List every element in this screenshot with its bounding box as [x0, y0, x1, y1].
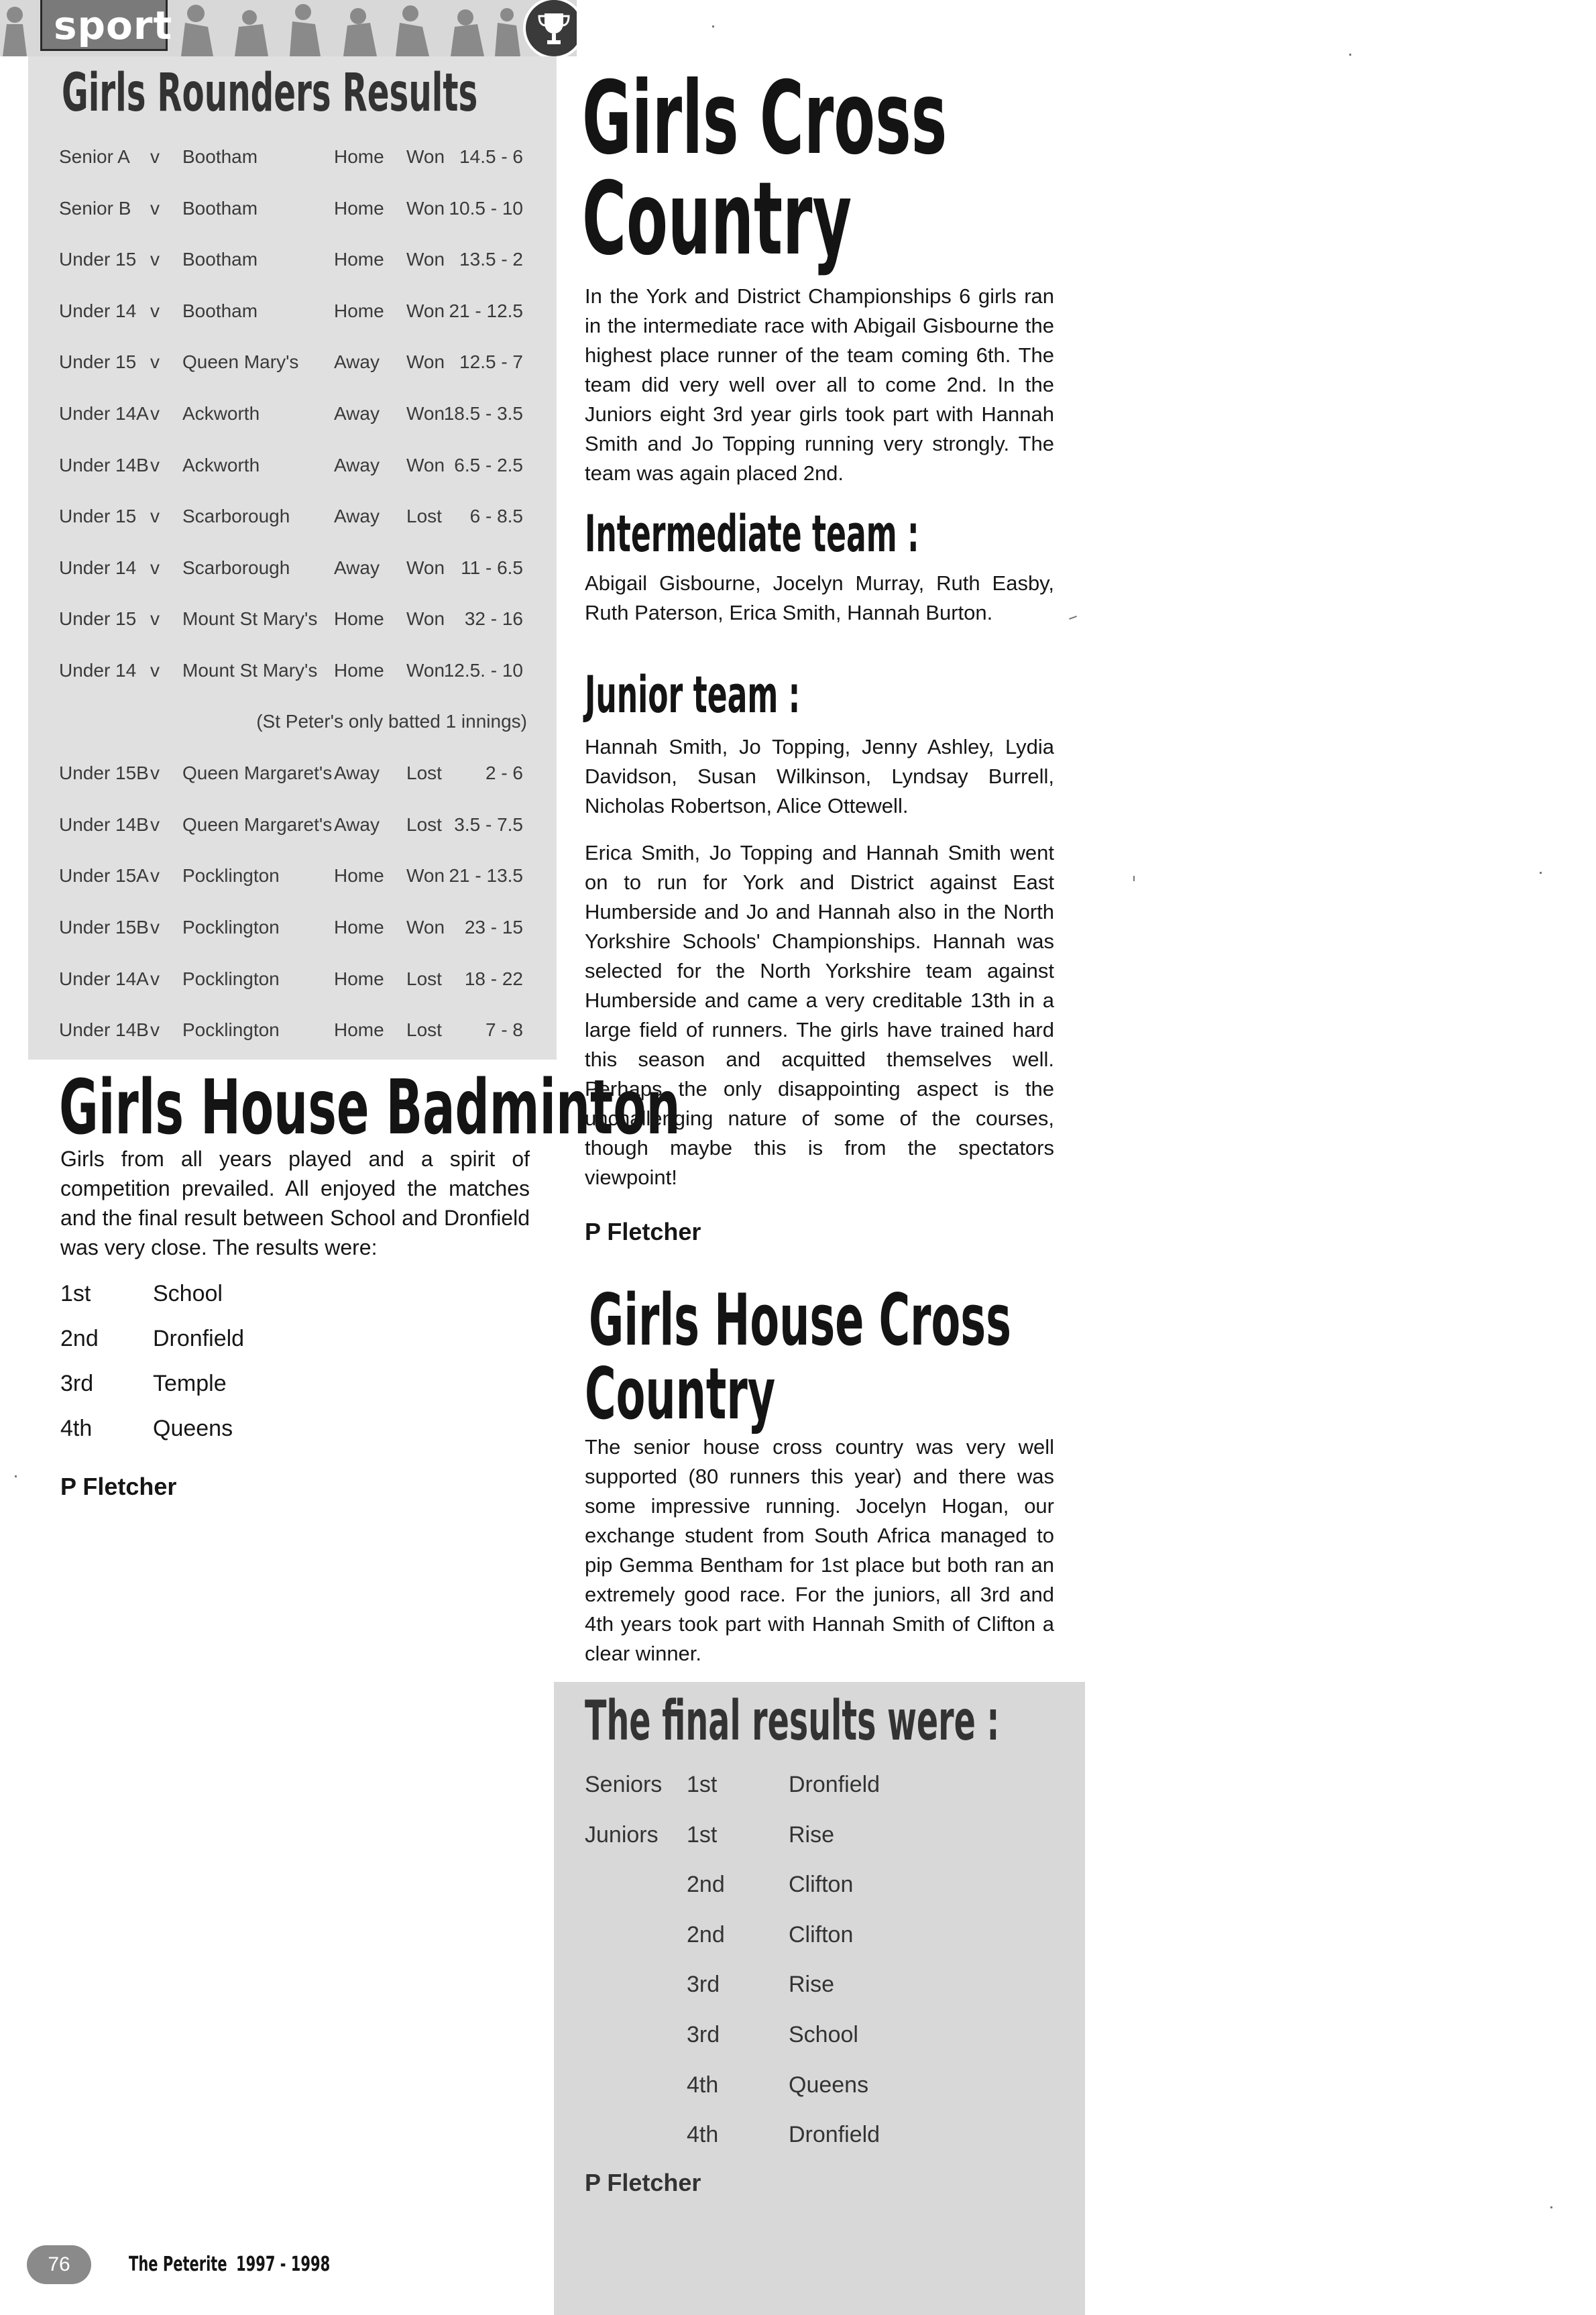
rounders-venue: Home [334, 608, 384, 629]
rounders-team: Under 14A [59, 403, 149, 424]
badminton-place: 2nd [60, 1326, 99, 1351]
rounders-score: 14.5 - 6 [459, 146, 523, 167]
final-result-place: 1st [687, 1821, 718, 1848]
house-cross-country-title-line2: Country [585, 1353, 776, 1435]
cross-country-paragraph-1: In the York and District Championships 6 girls ran in the intermediate race with Abigail Gisbourne the highest place runner of the team coming 6th. The team did very well over all to come 2nd. In the Juniors eight 3rd year girls took part with Hannah Smith and Jo Topping running very strongly. The team was again placed 2nd. [585, 284, 1054, 485]
junior-team-heading: Junior team : [585, 665, 801, 724]
rounders-team: Under 14 [59, 660, 137, 681]
house-cross-country-title-line1: Girls House Cross [589, 1279, 1011, 1361]
rounders-venue: Home [334, 300, 384, 321]
rounders-venue: Away [334, 351, 380, 372]
rounders-opponent: Bootham [182, 146, 258, 167]
rounders-result: Won [406, 660, 445, 681]
rounders-team: Under 14B [59, 814, 149, 835]
rounders-versus: v [150, 198, 160, 219]
rounders-venue: Away [334, 455, 380, 475]
intermediate-team-list: Abigail Gisbourne, Jocelyn Murray, Ruth Easby, Ruth Paterson, Erica Smith, Hannah Burton. [585, 571, 1054, 624]
rounders-team: Under 15 [59, 249, 137, 270]
rounders-result: Lost [406, 506, 442, 526]
scan-speck [1133, 876, 1135, 881]
badminton-house: Queens [153, 1416, 233, 1441]
rounders-opponent: Mount St Mary's [182, 608, 318, 629]
rounders-opponent: Scarborough [182, 557, 290, 578]
rounders-opponent: Bootham [182, 249, 258, 270]
cross-country-title-line1: Girls Cross [582, 60, 948, 177]
final-result-row [585, 1968, 1054, 2001]
final-result-house: Clifton [789, 1872, 854, 1898]
final-result-house: School [789, 2022, 858, 2047]
rounders-result: Won [406, 198, 445, 219]
rounders-result-row [28, 657, 557, 684]
rounders-team: Under 15 [59, 608, 137, 629]
final-results-author: P Fletcher [585, 2169, 701, 2196]
final-result-place: 2nd [687, 1921, 725, 1947]
footer-years: 1997 - 1998 [236, 2253, 331, 2276]
rounders-result-row [28, 452, 557, 479]
intermediate-team-heading: Intermediate team : [585, 504, 919, 563]
rounders-opponent: Bootham [182, 198, 258, 219]
rounders-versus: v [150, 917, 160, 938]
cross-country-title-line2: Country [582, 161, 852, 278]
final-result-place: 2nd [687, 1872, 725, 1898]
final-result-house: Dronfield [789, 2122, 880, 2148]
rounders-result-row [28, 400, 557, 427]
junior-team-list: Hannah Smith, Jo Topping, Jenny Ashley, Lydia Davidson, Susan Wilkinson, Lyndsay Burrell, Nicholas Robertson, Alice Ottewell. [585, 735, 1054, 817]
rounders-venue: Away [334, 763, 380, 783]
final-result-row [585, 1818, 1054, 1852]
footer-publication-name: The Peterite [129, 2253, 227, 2276]
rounders-score: 21 - 12.5 [449, 300, 523, 321]
final-result-house: Clifton [789, 1921, 854, 1947]
rounders-versus: v [150, 403, 160, 424]
rounders-score: 11 - 6.5 [461, 557, 523, 578]
rounders-venue: Home [334, 146, 384, 167]
rounders-result: Won [406, 146, 445, 167]
rounders-score: 32 - 16 [464, 608, 523, 629]
rounders-opponent: Queen Mary's [182, 351, 299, 372]
final-result-row [585, 1768, 1054, 1801]
rounders-result: Won [406, 249, 445, 270]
rounders-result: Lost [406, 763, 442, 783]
final-result-row [585, 2018, 1054, 2051]
rounders-team: Under 15 [59, 506, 137, 526]
rounders-team: Under 15B [59, 917, 149, 938]
final-result-place: 1st [687, 1772, 718, 1797]
rounders-result-row [28, 195, 557, 222]
final-result-category: Seniors [585, 1772, 663, 1797]
final-result-row [585, 1918, 1054, 1952]
scan-speck [1540, 872, 1542, 874]
rounders-team: Under 15A [59, 865, 149, 886]
rounders-opponent: Pocklington [182, 1019, 280, 1040]
rounders-opponent: Queen Margaret's [182, 814, 333, 835]
rounders-score: 10.5 - 10 [449, 198, 523, 219]
rounders-score: 18.5 - 3.5 [443, 403, 523, 424]
rounders-venue: Home [334, 660, 384, 681]
rounders-venue: Away [334, 814, 380, 835]
final-result-row [585, 1868, 1054, 1901]
rounders-result: Won [406, 557, 445, 578]
rounders-team: Under 14B [59, 1019, 149, 1040]
scan-speck [1550, 2206, 1552, 2208]
final-result-house: Rise [789, 1821, 835, 1848]
rounders-score: 23 - 15 [464, 917, 523, 938]
rounders-score: 3.5 - 7.5 [454, 814, 523, 835]
rounders-results-panel [28, 56, 557, 1060]
scan-speck [1069, 616, 1077, 620]
rounders-score: 2 - 6 [485, 763, 523, 783]
rounders-opponent: Pocklington [182, 968, 280, 989]
badminton-place: 1st [60, 1281, 91, 1306]
rounders-result: Won [406, 608, 445, 629]
rounders-result-row [28, 503, 557, 530]
rounders-opponent: Bootham [182, 300, 258, 321]
cross-country-paragraph-2: Erica Smith, Jo Topping and Hannah Smith went on to run for York and District against East Humberside and Jo and Hannah also in the North Yorkshire Schools' Championships. Hannah was selected for the North Yorkshire team against Humberside and came a very creditable 13th in a large field of runners. The girls have trained hard this season and acquitted themselves well. Perhaps the only disappointing aspect is the unchallenging nature of some of the courses, though maybe this is from the spectators viewpoint! [585, 841, 1054, 1189]
rounders-score: 12.5. - 10 [443, 660, 523, 681]
rounders-result-row [28, 811, 557, 838]
rounders-venue: Away [334, 506, 380, 526]
badminton-paragraph: Girls from all years played and a spirit of competition prevailed. All enjoyed the matches and the final result between School and Dronfield was very close. The results were: [60, 1147, 530, 1259]
cross-country-author: P Fletcher [585, 1218, 701, 1245]
rounders-result-row [28, 606, 557, 632]
rounders-opponent: Pocklington [182, 865, 280, 886]
scan-speck [712, 25, 714, 27]
final-result-house: Rise [789, 1972, 835, 1998]
badminton-place: 4th [60, 1416, 93, 1441]
final-result-place: 4th [687, 2122, 719, 2148]
badminton-house: School [153, 1281, 223, 1306]
rounders-score: 18 - 22 [464, 968, 523, 989]
trophy-icon [526, 0, 577, 56]
badminton-author: P Fletcher [60, 1473, 177, 1500]
rounders-venue: Away [334, 557, 380, 578]
rounders-opponent: Scarborough [182, 506, 290, 526]
final-result-place: 3rd [687, 1972, 720, 1998]
rounders-versus: v [150, 300, 160, 321]
rounders-result: Lost [406, 814, 442, 835]
rounders-opponent: Queen Margaret's [182, 763, 333, 783]
rounders-team: Under 14 [59, 300, 137, 321]
rounders-team: Under 14B [59, 455, 149, 475]
final-result-row [585, 2118, 1054, 2151]
rounders-result-row [28, 144, 557, 170]
rounders-team: Under 15 [59, 351, 137, 372]
rounders-result-row [28, 914, 557, 941]
rounders-versus: v [150, 146, 160, 167]
rounders-score: 21 - 13.5 [449, 865, 523, 886]
final-result-place: 3rd [687, 2022, 720, 2047]
final-result-house: Queens [789, 2072, 869, 2098]
rounders-title: Girls Rounders Results [62, 63, 478, 123]
rounders-result: Won [406, 865, 445, 886]
rounders-result: Won [406, 300, 445, 321]
rounders-versus: v [150, 608, 160, 629]
final-result-row [585, 2068, 1054, 2102]
rounders-venue: Home [334, 198, 384, 219]
rounders-versus: v [150, 763, 160, 783]
rounders-versus: v [150, 814, 160, 835]
rounders-versus: v [150, 865, 160, 886]
rounders-footnote: (St Peter's only batted 1 innings) [256, 711, 527, 732]
final-result-category: Juniors [585, 1821, 659, 1848]
section-label: sport [54, 3, 173, 48]
rounders-result: Won [406, 351, 445, 372]
rounders-versus: v [150, 506, 160, 526]
rounders-result-row [28, 760, 557, 787]
house-cross-country-paragraph: The senior house cross country was very well supported (80 runners this year) and there was some impressive running. Jocelyn Hogan, our exchange student from South Africa managed to pip Gemma Bentham for 1st place but both ran an extremely good race. For the juniors, all 3rd and 4th years took part with Hannah Smith of Clifton a clear winner. [585, 1435, 1054, 1665]
rounders-result-row [28, 966, 557, 993]
rounders-team: Senior A [59, 146, 130, 167]
rounders-versus: v [150, 249, 160, 270]
scan-speck [1349, 54, 1351, 56]
rounders-venue: Away [334, 403, 380, 424]
trophy-badge [523, 0, 577, 56]
rounders-team: Senior B [59, 198, 131, 219]
rounders-score: 12.5 - 7 [459, 351, 523, 372]
rounders-opponent: Ackworth [182, 403, 260, 424]
scan-speck [15, 1475, 17, 1477]
rounders-result-row [28, 555, 557, 581]
page-number: 76 [27, 2245, 91, 2284]
rounders-result-row [28, 246, 557, 273]
rounders-venue: Home [334, 865, 384, 886]
rounders-versus: v [150, 351, 160, 372]
final-result-place: 4th [687, 2072, 719, 2098]
rounders-team: Under 14 [59, 557, 137, 578]
rounders-result-row [28, 1017, 557, 1043]
rounders-opponent: Pocklington [182, 917, 280, 938]
rounders-venue: Home [334, 1019, 384, 1040]
rounders-result: Won [406, 403, 445, 424]
rounders-venue: Home [334, 968, 384, 989]
badminton-title: Girls House Badminton [59, 1064, 681, 1151]
rounders-result: Won [406, 917, 445, 938]
rounders-versus: v [150, 660, 160, 681]
rounders-versus: v [150, 455, 160, 475]
rounders-venue: Home [334, 917, 384, 938]
badminton-house: Dronfield [153, 1326, 245, 1351]
rounders-venue: Home [334, 249, 384, 270]
rounders-team: Under 14A [59, 968, 149, 989]
rounders-result: Lost [406, 1019, 442, 1040]
rounders-versus: v [150, 1019, 160, 1040]
rounders-score: 7 - 8 [485, 1019, 523, 1040]
final-results-heading: The final results were : [585, 1689, 1000, 1753]
rounders-result: Won [406, 455, 445, 475]
badminton-place: 3rd [60, 1371, 94, 1396]
rounders-opponent: Mount St Mary's [182, 660, 318, 681]
final-result-house: Dronfield [789, 1772, 880, 1797]
rounders-score: 6 - 8.5 [469, 506, 523, 526]
rounders-result-row [28, 862, 557, 889]
section-banner [0, 0, 577, 56]
rounders-opponent: Ackworth [182, 455, 260, 475]
rounders-result: Lost [406, 968, 442, 989]
badminton-house: Temple [153, 1371, 227, 1396]
rounders-result-row [28, 349, 557, 376]
rounders-score: 6.5 - 2.5 [454, 455, 523, 475]
rounders-team: Under 15B [59, 763, 149, 783]
rounders-versus: v [150, 557, 160, 578]
rounders-score: 13.5 - 2 [459, 249, 523, 270]
rounders-result-row [28, 298, 557, 325]
rounders-versus: v [150, 968, 160, 989]
